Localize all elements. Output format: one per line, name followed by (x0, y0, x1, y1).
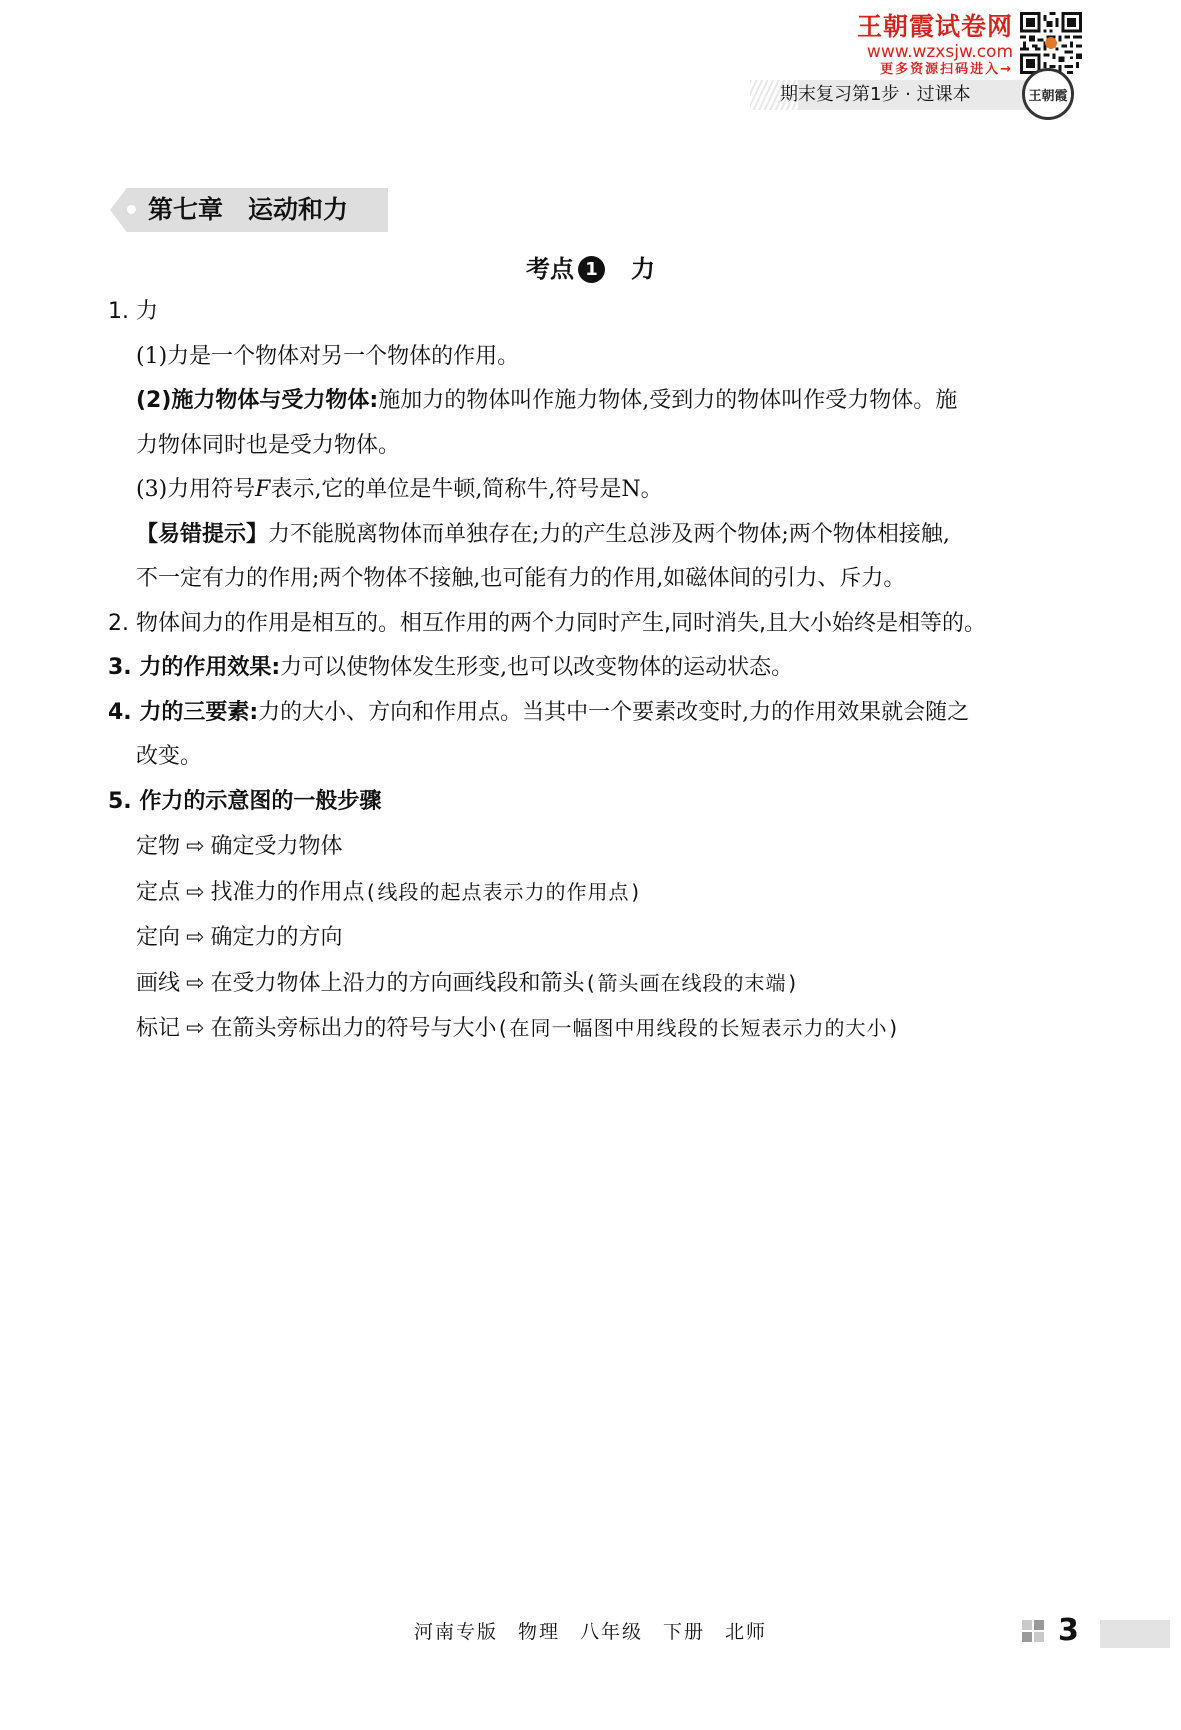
double-arrow-icon: ⇨ (186, 1016, 205, 1041)
footer-publisher: 北师 (725, 1621, 768, 1643)
double-arrow-icon: ⇨ (186, 925, 205, 950)
step-label: 期末复习第1步 · 过课本 (780, 84, 971, 105)
item-5-title: 5. 作力的示意图的一般步骤 (108, 788, 382, 814)
error-tip-cont: 不一定有力的作用;两个物体不接触,也可能有力的作用,如磁体间的引力、斥力。 (136, 566, 906, 591)
item-4-cont: 改变。 (136, 744, 203, 769)
double-arrow-icon: ⇨ (186, 879, 205, 905)
step-label: 定物 (136, 834, 181, 859)
footer-edition: 河南专版 (413, 1621, 498, 1643)
item-1-title: 1. 力 (108, 299, 158, 324)
item-1-point-2-cont: 力物体同时也是受力物体。 (136, 432, 401, 458)
page-number: 3 (1058, 1613, 1079, 1648)
step-row: 标记 ⇨ 在箭头旁标出力的符号与大小(在同一幅图中用线段的长短表示力的大小) (108, 1006, 1078, 1052)
qr-code-icon[interactable] (1020, 12, 1082, 74)
brand-url[interactable]: www.wzxsjw.com (866, 42, 1013, 62)
study-content (108, 290, 1078, 1052)
chapter-title: 第七章 运动和力 (148, 195, 349, 224)
error-tip: 【易错提示】力不能脱离物体而单独存在;力的产生总涉及两个物体;两个物体相接触, (136, 521, 950, 547)
brand-seal-icon: 王朝霞 (1022, 68, 1074, 120)
brand-name: 王朝霞试卷网 (856, 12, 1013, 41)
step-row: 定向 ⇨ 确定力的方向 (108, 915, 1078, 961)
item-2: 2. 物体间力的作用是相互的。相互作用的两个力同时产生,同时消失,且大小始终是相等的。 (108, 610, 986, 636)
step-label: 定向 (136, 925, 181, 950)
section-prefix: 考点 (526, 255, 574, 283)
footer-grade: 八年级 (579, 1621, 643, 1643)
step-row: 定物 ⇨ 确定受力物体 (108, 824, 1078, 870)
item-3: 3. 力的作用效果:力可以使物体发生形变,也可以改变物体的运动状态。 (108, 655, 794, 680)
page-bar (1100, 1620, 1170, 1648)
footer-subject: 物理 (517, 1621, 560, 1643)
step-label: 标记 (136, 1016, 181, 1041)
step-label: 画线 (136, 970, 181, 996)
step-row: 定点 ⇨ 找准力的作用点(线段的起点表示力的作用点) (108, 870, 1078, 916)
step-row: 画线 ⇨ 在受力物体上沿力的方向画线段和箭头(箭头画在线段的末端) (108, 961, 1078, 1007)
double-arrow-icon: ⇨ (186, 834, 205, 859)
page-deco-icon (1022, 1620, 1052, 1648)
section-title: 力 (631, 255, 655, 283)
section-heading (0, 252, 1181, 286)
force-symbol: F (255, 477, 271, 502)
section-number-badge: 1 (578, 256, 605, 283)
scan-hint: 更多资源扫码进入→ (880, 62, 1013, 77)
brand-block (845, 12, 1013, 78)
page-footer (0, 1618, 1181, 1646)
footer-volume: 下册 (663, 1621, 706, 1643)
double-arrow-icon: ⇨ (186, 970, 205, 996)
item-4: 4. 力的三要素:力的大小、方向和作用点。当其中一个要素改变时,力的作用效果就会随之 (108, 699, 970, 725)
item-1-point-1: (1)力是一个物体对另一个物体的作用。 (136, 343, 520, 369)
step-label: 定点 (136, 879, 181, 905)
item-1-point-2: (2)施力物体与受力物体:施加力的物体叫作施力物体,受到力的物体叫作受力物体。施 (136, 388, 958, 413)
error-tip-label: 【易错提示】 (136, 521, 269, 547)
item-1-point-3: (3)力用符号F表示,它的单位是牛顿,简称牛,符号是N。 (136, 477, 663, 502)
banner-dot-icon (127, 205, 136, 214)
